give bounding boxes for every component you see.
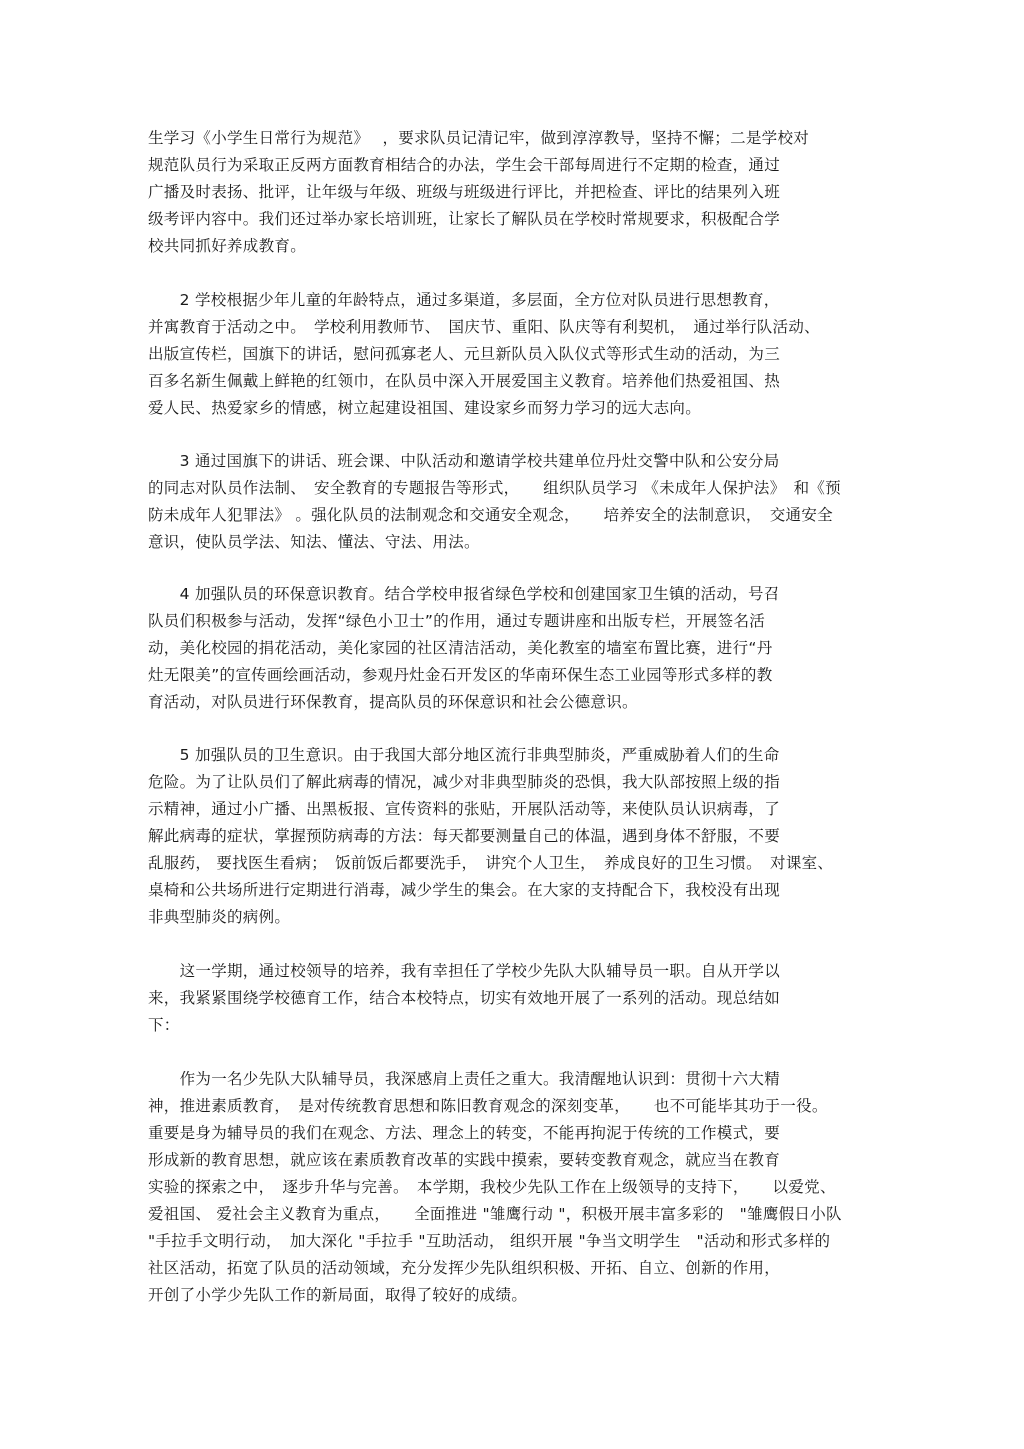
text-line: 示精神，通过小广播、出黑板报、宣传资料的张贴，开展队活动等，来使队员认识病毒，了: [148, 800, 781, 818]
text-line: 广播及时表扬、批评，让年级与年级、班级与班级进行评比，并把检查、评比的结果列入班: [148, 183, 781, 201]
text-line: 防未成年人犯罪法》 。强化队员的法制观念和交通安全观念， 培养安全的法制意识， 交通安全: [148, 506, 833, 524]
text-line: 百多名新生佩戴上鲜艳的红领巾，在队员中深入开展爱国主义教育。培养他们热爱祖国、热: [148, 372, 781, 390]
paragraph-item-3-legal-education: [148, 448, 888, 556]
text-line: 神，推进素质教育， 是对传统教育思想和陈旧教育观念的深刻变革， 也不可能毕其功于一役。: [148, 1097, 828, 1115]
text-line: 5 加强队员的卫生意识。由于我国大部分地区流行非典型肺炎，严重威胁着人们的生命: [148, 746, 780, 764]
text-line: 重要是身为辅导员的我们在观念、方法、理念上的转变，不能再拘泥于传统的工作模式，要: [148, 1124, 781, 1142]
text-line: 实验的探索之中， 逐步升华与完善。 本学期，我校少先队工作在上级领导的支持下， 以爱党、: [148, 1178, 836, 1196]
text-line: 规范队员行为采取正反两方面教育相结合的办法，学生会干部每周进行不定期的检查，通过: [148, 156, 781, 174]
text-line: 校共同抓好养成教育。: [148, 237, 307, 255]
text-line: 危险。为了让队员们了解此病毒的情况，减少对非典型肺炎的恐惧，我大队部按照上级的指: [148, 773, 781, 791]
text-line: 级考评内容中。我们还过举办家长培训班，让家长了解队员在学校时常规要求，积极配合学: [148, 210, 781, 228]
text-line: 意识，使队员学法、知法、懂法、守法、用法。: [148, 533, 480, 551]
paragraph-behavior-norms: [148, 125, 888, 260]
text-line: 出版宣传栏，国旗下的讲话，慰问孤寡老人、元旦新队员入队仪式等形式生动的活动，为三: [148, 345, 781, 363]
text-line: 乱服药， 要找医生看病； 饭前饭后都要洗手， 讲究个人卫生， 养成良好的卫生习惯。 对课室、: [148, 854, 834, 872]
text-line: 社区活动，拓宽了队员的活动领域，充分发挥少先队组织积极、开拓、自立、创新的作用，: [148, 1259, 781, 1277]
text-line: 这一学期，通过校领导的培养，我有幸担任了学校少先队大队辅导员一职。自从开学以: [148, 962, 781, 980]
text-line: 桌椅和公共场所进行定期进行消毒，减少学生的集会。在大家的支持配合下，我校没有出现: [148, 881, 781, 899]
text-line: 下：: [148, 1016, 180, 1034]
paragraph-item-2-ideological-education: [148, 287, 888, 422]
text-line: 的同志对队员作法制、 安全教育的专题报告等形式， 组织队员学习 《未成年人保护法》 和《预: [148, 479, 841, 497]
text-line: 作为一名少先队大队辅导员，我深感肩上责任之重大。我清醒地认识到：贯彻十六大精: [148, 1070, 781, 1088]
text-line: 爱祖国、 爱社会主义教育为重点， 全面推进 "雏鹰行动 "，积极开展丰富多彩的 "雏鹰假日小队: [148, 1205, 842, 1223]
paragraph-counselor-reflection: [148, 1066, 888, 1309]
paragraph-item-4-environmental-education: [148, 581, 888, 716]
text-line: 开创了小学少先队工作的新局面，取得了较好的成绩。: [148, 1286, 528, 1304]
text-line: 解此病毒的症状，掌握预防病毒的方法：每天都要测量自己的体温，遇到身体不舒服，不要: [148, 827, 781, 845]
text-line: 爱人民、热爱家乡的情感，树立起建设祖国、建设家乡而努力学习的远大志向。: [148, 399, 702, 417]
text-line: 非典型肺炎的病例。: [148, 908, 291, 926]
text-line: 2 学校根据少年儿童的年龄特点，通过多渠道，多层面，全方位对队员进行思想教育，: [148, 291, 780, 309]
text-line: 生学习《小学生日常行为规范》 ，要求队员记清记牢，做到淳淳教导，坚持不懈；二是学校对: [148, 129, 810, 147]
text-line: 形成新的教育思想，就应该在素质教育改革的实践中摸索，要转变教育观念，就应当在教育: [148, 1151, 781, 1169]
text-line: 3 通过国旗下的讲话、班会课、中队活动和邀请学校共建单位丹灶交警中队和公安分局: [148, 452, 780, 470]
text-line: 灶无限美”的宣传画绘画活动，参观丹灶金石开发区的华南环保生态工业园等形式多样的教: [148, 666, 773, 684]
text-line: "手拉手文明行动， 加大深化 "手拉手 "互助活动， 组织开展 "争当文明学生 "活动和形式多样的: [148, 1232, 831, 1250]
paragraph-item-5-hygiene-awareness: [148, 742, 888, 931]
paragraph-semester-summary-intro: [148, 958, 888, 1039]
text-line: 队员们积极参与活动，发挥“绿色小卫士”的作用，通过专题讲座和出版专栏，开展签名活: [148, 612, 766, 630]
text-line: 来，我紧紧围绕学校德育工作，结合本校特点，切实有效地开展了一系列的活动。现总结如: [148, 989, 781, 1007]
text-line: 动，美化校园的捐花活动，美化家园的社区清洁活动，美化教室的墙室布置比赛，进行“丹: [148, 639, 773, 657]
text-line: 并寓教育于活动之中。 学校利用教师节、 国庆节、重阳、队庆等有利契机， 通过举行队活动、: [148, 318, 820, 336]
text-line: 4 加强队员的环保意识教育。结合学校申报省绿色学校和创建国家卫生镇的活动，号召: [148, 585, 780, 603]
text-line: 育活动，对队员进行环保教育，提高队员的环保意识和社会公德意识。: [148, 693, 638, 711]
